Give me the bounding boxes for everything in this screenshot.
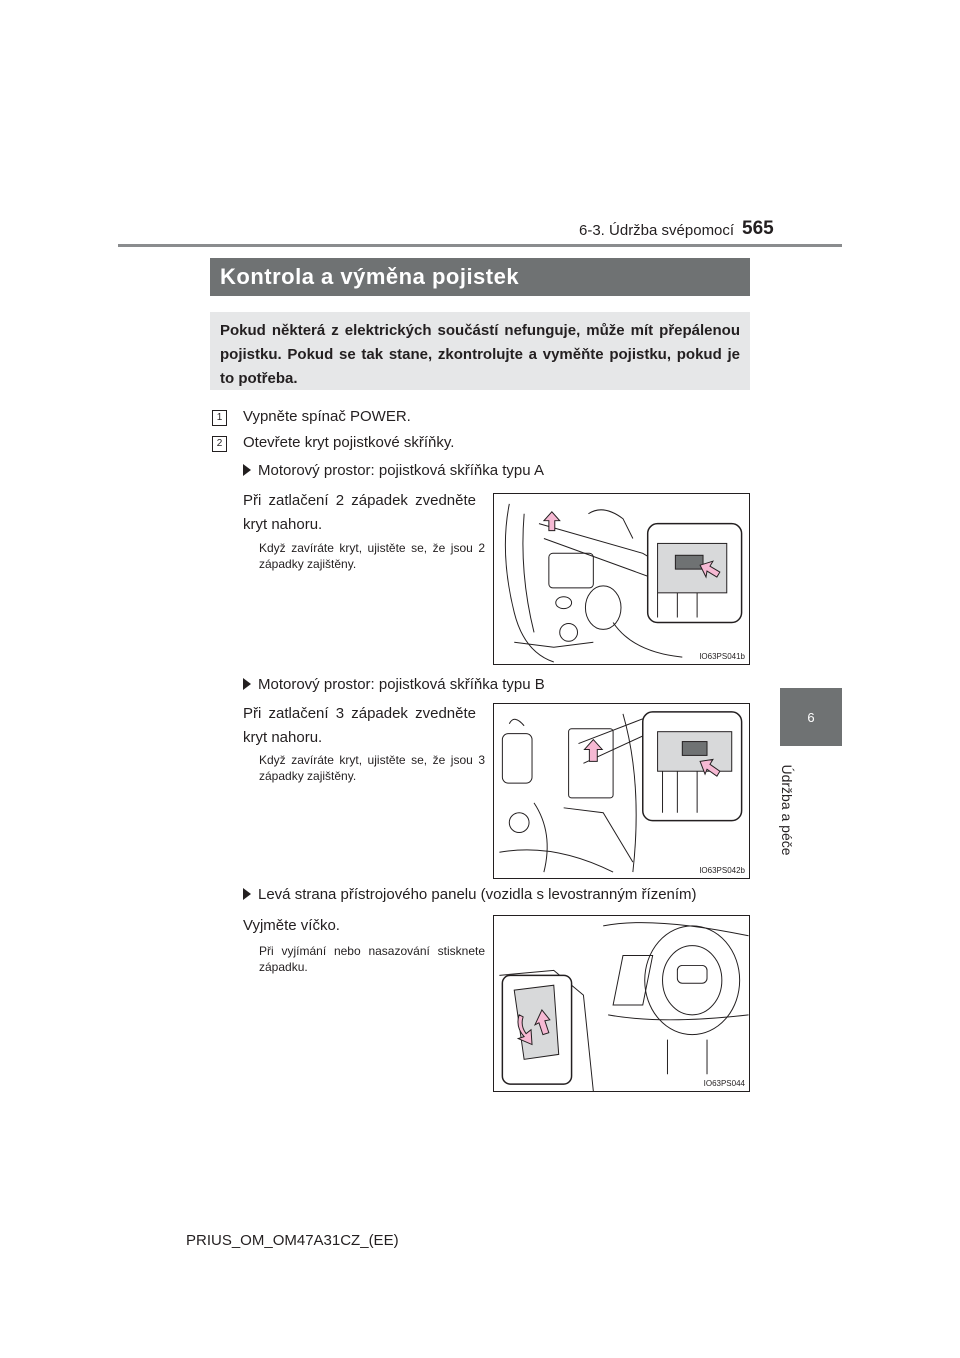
step-text: Otevřete kryt pojistkové skříňky.: [243, 434, 455, 451]
subsection-heading-text: Levá strana přístrojového panelu (vozidla s levostranným řízením): [258, 886, 697, 903]
instruction-text: Při zatlačení 2 západek zvedněte kryt nahoru.: [243, 492, 476, 533]
subsection-heading-text: Motorový prostor: pojistková skříňka typu B: [258, 676, 545, 693]
figure-code: IO63PS044: [703, 1079, 745, 1088]
engine-bay-illustration: [494, 494, 749, 664]
figure-code: IO63PS041b: [699, 652, 745, 661]
arrow-up-icon: [584, 740, 602, 762]
bullet-triangle-icon: [243, 464, 251, 476]
header-rule: [118, 244, 842, 247]
page-number: 565: [742, 218, 774, 239]
chapter-title: Údržba a péče: [779, 764, 795, 856]
figure-instrument-panel: [493, 915, 750, 1092]
note-text: Když zavíráte kryt, ujistěte se, že jsou 3 západky zajištěny.: [259, 753, 485, 783]
figure-code: IO63PS042b: [699, 866, 745, 875]
document-code-footer: PRIUS_OM_OM47A31CZ_(EE): [186, 1232, 399, 1249]
note-text: Když zavíráte kryt, ujistěte se, že jsou 2 západky zajištěny.: [259, 541, 485, 571]
instruction-text: Při zatlačení 3 západek zvedněte kryt nahoru.: [243, 705, 476, 746]
bullet-triangle-icon: [243, 678, 251, 690]
note-text: Při vyjímání nebo nasazování stisknete západku.: [259, 944, 485, 974]
chapter-title-vertical: [767, 765, 807, 855]
bullet-triangle-icon: [243, 888, 251, 900]
running-header-section: 6-3. Údržba svépomocí: [579, 222, 735, 239]
instruction-text: Vyjměte víčko.: [243, 917, 340, 934]
engine-bay-illustration: [494, 704, 749, 878]
figure-fuse-box-b: [493, 703, 750, 879]
subsection-heading-text: Motorový prostor: pojistková skříňka typu A: [258, 462, 544, 479]
intro-box: Pokud některá z elektrických součástí nefunguje, může mít přepálenou pojistku. Pokud se tak stane, zkontrolujte a vyměňte pojistku, pokud je to potřeba.: [210, 312, 750, 390]
step-number: 2: [212, 436, 227, 452]
section-title: Kontrola a výměna pojistek: [210, 258, 750, 296]
instrument-panel-illustration: [494, 916, 749, 1091]
arrow-up-icon: [544, 512, 560, 531]
subsection-heading: [243, 462, 544, 479]
step-number: 1: [212, 410, 227, 426]
chapter-tab: 6: [780, 688, 842, 746]
subsection-heading: [243, 886, 697, 903]
subsection-heading: [243, 676, 545, 693]
figure-fuse-box-a: [493, 493, 750, 665]
step-text: Vypněte spínač POWER.: [243, 408, 411, 425]
